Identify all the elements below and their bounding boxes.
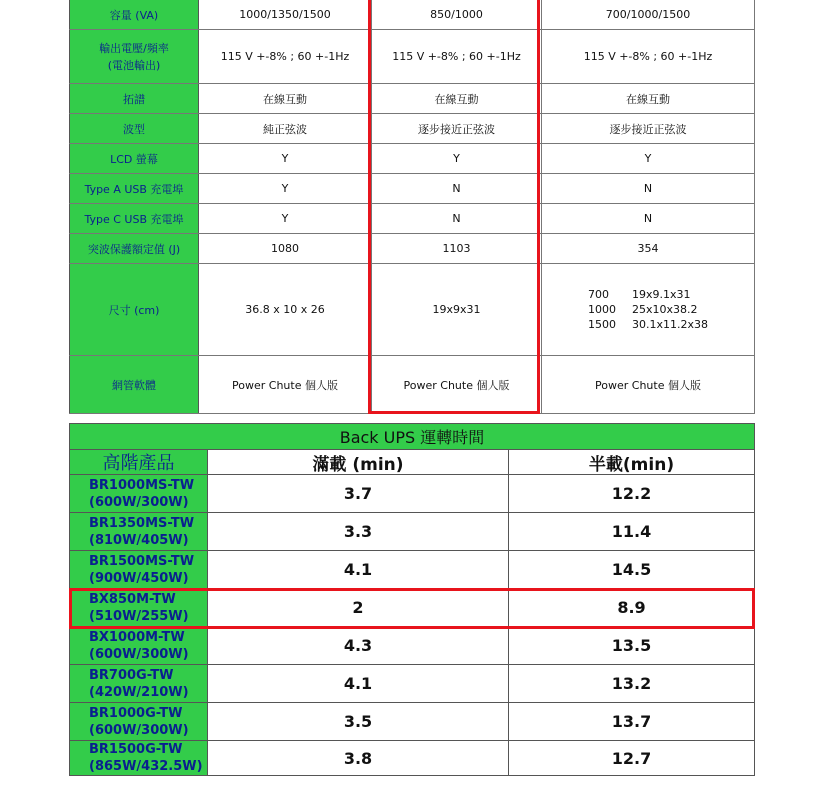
model-name: BX850M-TW — [89, 591, 176, 607]
full-load-value: 4.3 — [208, 627, 509, 664]
row-label-line2: (電池輸出) — [107, 58, 161, 72]
full-load-value: 3.7 — [208, 475, 509, 512]
spec-row-usb-c — [69, 204, 755, 234]
table-row — [70, 551, 754, 589]
cell-br-series: 1000/1350/1500 — [239, 8, 331, 21]
runtime-title: Back UPS 運轉時間 — [70, 424, 754, 450]
cell-bx-series: Y — [371, 144, 541, 173]
model-rating: (810W/405W) — [89, 532, 189, 548]
half-load-value: 14.5 — [611, 560, 652, 579]
spec-row-dimensions — [69, 264, 755, 356]
model-rating: (600W/300W) — [89, 646, 189, 662]
header-half-load: 半載(min) — [588, 454, 675, 475]
product-cell — [70, 551, 208, 588]
cell-bx-series: 850/1000 — [371, 0, 541, 29]
full-load-value: 3.3 — [208, 513, 509, 550]
spec-row-software — [69, 356, 755, 414]
model-name: BR1500MS-TW — [89, 553, 195, 569]
product-cell — [70, 627, 208, 664]
model-rating: (600W/300W) — [89, 722, 189, 738]
cell-br-series: 純正弦波 — [263, 122, 307, 136]
cell-bx-series: Power Chute 個人版 — [371, 356, 541, 413]
dimension-list — [588, 288, 708, 331]
model-name: BR1350MS-TW — [89, 515, 195, 531]
cell-br-series: 115 V +-8% ; 60 +-1Hz — [220, 50, 350, 63]
size-dimension: 25x10x38.2 — [631, 303, 698, 316]
cell-bx-series: 逐步接近正弦波 — [371, 114, 541, 143]
cell-br-series: Y — [281, 182, 289, 195]
half-load-value: 11.4 — [611, 522, 652, 541]
row-label: 尺寸 (cm) — [69, 264, 199, 355]
size-dimension: 30.1x11.2x38 — [631, 318, 708, 331]
cell-bx-series: 19x9x31 — [371, 264, 541, 355]
half-load-value: 12.2 — [611, 484, 652, 503]
half-load-value: 13.7 — [611, 712, 652, 731]
cell-g-series: 700/1000/1500 — [541, 0, 755, 29]
model-rating: (900W/450W) — [89, 570, 189, 586]
cell-g-series: N — [541, 174, 755, 203]
table-row — [70, 589, 754, 627]
cell-g-series: Y — [541, 144, 755, 173]
cell-br-series: 1080 — [271, 242, 299, 255]
model-name: BR1500G-TW — [89, 742, 183, 757]
cell-g-series: 在線互動 — [541, 84, 755, 113]
model-name: BR1000G-TW — [89, 705, 183, 721]
row-label-line1: 輸出電壓/頻率 — [99, 41, 169, 55]
full-load-value: 4.1 — [208, 551, 509, 588]
cell-g-series: 115 V +-8% ; 60 +-1Hz — [541, 30, 755, 83]
row-label: Type A USB 充電埠 — [69, 174, 199, 203]
spec-row-output-voltage — [69, 30, 755, 84]
row-label: 突波保護額定值 (J) — [69, 234, 199, 263]
model-rating: (600W/300W) — [89, 494, 189, 510]
full-load-value: 3.8 — [208, 741, 509, 775]
cell-br-series: Y — [281, 152, 289, 165]
product-cell — [70, 703, 208, 740]
runtime-header-row — [70, 450, 754, 475]
half-load-value: 12.7 — [611, 748, 652, 768]
row-label — [69, 30, 199, 83]
size-capacity: 1500 — [587, 318, 616, 331]
row-label: LCD 螢幕 — [69, 144, 199, 173]
size-capacity: 700 — [587, 288, 609, 301]
product-cell — [70, 741, 208, 775]
table-row — [70, 665, 754, 703]
spec-row-usb-a — [69, 174, 755, 204]
cell-br-series: Y — [281, 212, 289, 225]
cell-bx-series: 1103 — [371, 234, 541, 263]
full-load-value: 3.5 — [208, 703, 509, 740]
model-name: BX1000M-TW — [89, 629, 185, 645]
product-cell — [70, 475, 208, 512]
spec-row-waveform — [69, 114, 755, 144]
half-load-value: 13.5 — [611, 636, 652, 655]
table-row — [70, 741, 754, 775]
product-cell — [70, 665, 208, 702]
row-label: 波型 — [69, 114, 199, 143]
cell-bx-series: 115 V +-8% ; 60 +-1Hz — [371, 30, 541, 83]
cell-g-series: 354 — [541, 234, 755, 263]
table-row — [70, 475, 754, 513]
size-dimension: 19x9.1x31 — [631, 288, 691, 301]
cell-br-series: 在線互動 — [263, 92, 307, 106]
size-capacity: 1000 — [587, 303, 616, 316]
table-row — [70, 703, 754, 741]
spec-row-topology — [69, 84, 755, 114]
cell-g-series: Power Chute 個人版 — [541, 356, 755, 413]
half-load-value: 8.9 — [617, 598, 646, 617]
cell-bx-series: 在線互動 — [371, 84, 541, 113]
table-row — [70, 627, 754, 665]
cell-g-series: N — [541, 204, 755, 233]
spec-row-lcd — [69, 144, 755, 174]
spec-comparison-table — [69, 0, 755, 414]
half-load-value: 13.2 — [611, 674, 652, 693]
header-full-load: 滿載 (min) — [208, 450, 509, 474]
row-label: 網管軟體 — [69, 356, 199, 413]
cell-g-series — [541, 264, 755, 355]
spec-row-capacity — [69, 0, 755, 30]
header-product: 高階產品 — [70, 450, 208, 474]
row-label: Type C USB 充電埠 — [69, 204, 199, 233]
row-label: 拓譜 — [69, 84, 199, 113]
full-load-value: 2 — [208, 589, 509, 626]
model-rating: (510W/255W) — [89, 608, 189, 624]
full-load-value: 4.1 — [208, 665, 509, 702]
model-name: BR700G-TW — [89, 667, 174, 683]
cell-bx-series: N — [371, 174, 541, 203]
runtime-table — [69, 423, 755, 776]
spec-row-surge — [69, 234, 755, 264]
cell-br-series: Power Chute 個人版 — [232, 378, 338, 392]
model-rating: (420W/210W) — [89, 684, 189, 700]
cell-g-series: 逐步接近正弦波 — [541, 114, 755, 143]
row-label: 容量 (VA) — [69, 0, 199, 29]
table-row — [70, 513, 754, 551]
product-cell — [70, 513, 208, 550]
cell-bx-series: N — [371, 204, 541, 233]
model-rating: (865W/432.5W) — [89, 759, 203, 774]
model-name: BR1000MS-TW — [89, 477, 195, 493]
cell-br-series: 36.8 x 10 x 26 — [245, 303, 325, 316]
product-cell — [70, 589, 208, 626]
